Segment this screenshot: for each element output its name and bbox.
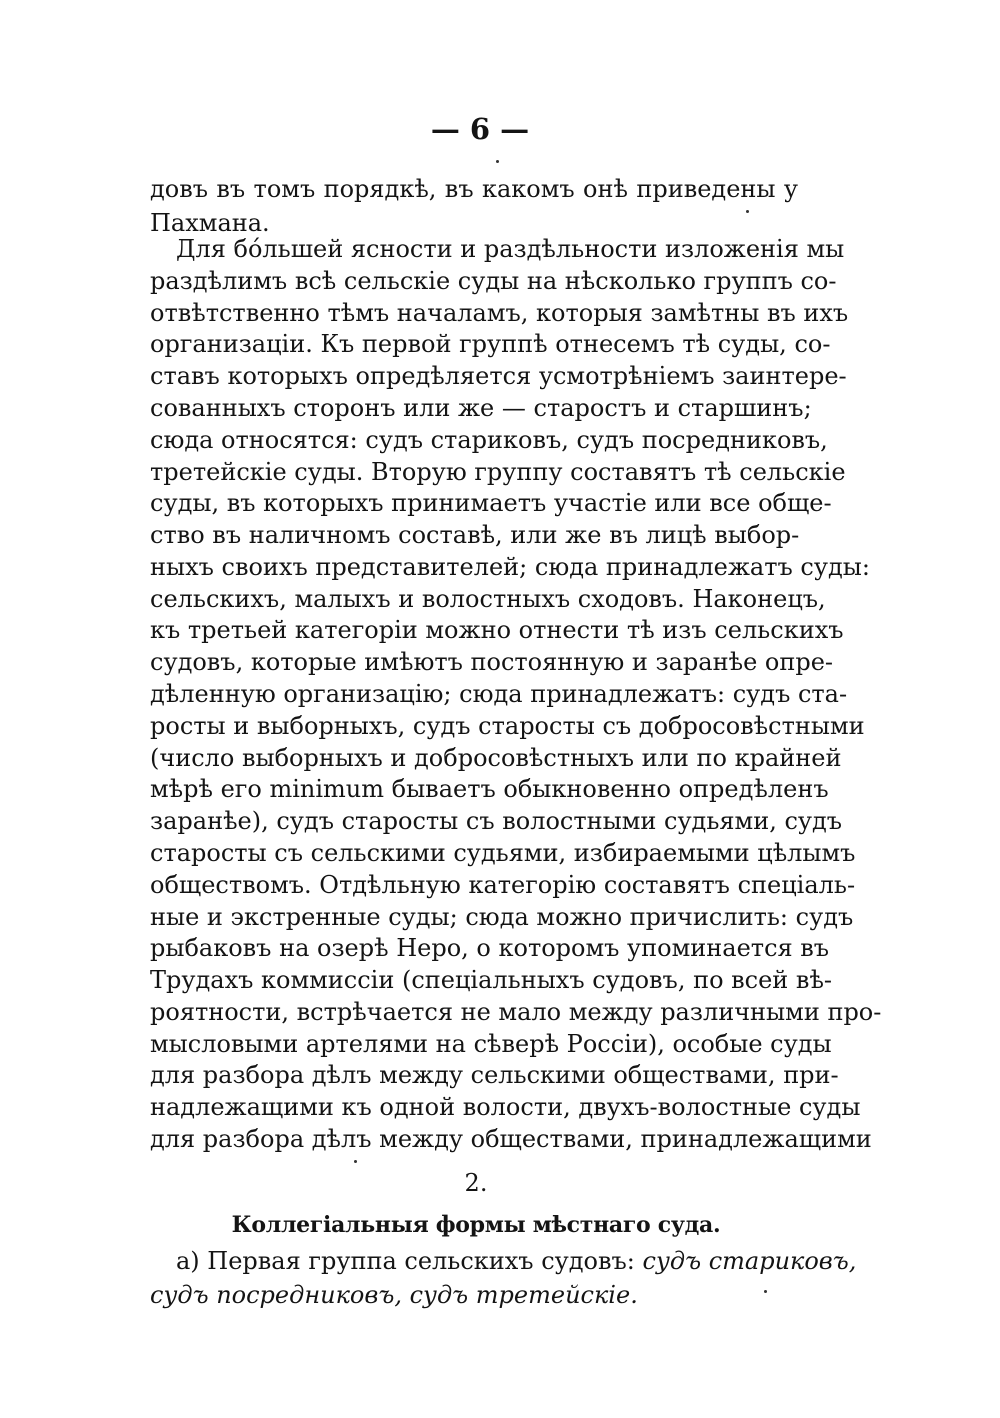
page-number: — 6 — (430, 112, 530, 146)
text-line: Трудахъ коммиссіи (спеціальныхъ судовъ, по всей вѣ- (150, 966, 833, 994)
text-line: Для бóльшей ясности и раздѣльности изложенія мы (176, 235, 845, 263)
subsection-heading: а) Первая группа сельскихъ судовъ: (176, 1247, 643, 1275)
text-line: для разбора дѣлъ между обществами, принадлежащими (150, 1125, 872, 1153)
subsection-line (176, 1244, 857, 1278)
text-line: суды, въ которыхъ принимаетъ участіе или все обще- (150, 489, 832, 517)
text-line: обществомъ. Отдѣльную категорію составятъ спеціаль- (150, 871, 856, 899)
text-line: мѣрѣ его minimum бываетъ обыкновенно опредѣленъ (150, 775, 829, 803)
text-line: надлежащими къ одной волости, двухъ-волостные суды (150, 1093, 861, 1121)
text-line: ство въ наличномъ составѣ, или же въ лицѣ выбор- (150, 521, 800, 549)
text-line: сованныхъ сторонъ или же — старостъ и старшинъ; (150, 394, 812, 422)
text-line: дѣленную организацію; сюда принадлежатъ: судъ ста- (150, 680, 848, 708)
section-title: Коллегіальныя формы мѣстнаго суда. (231, 1212, 721, 1238)
text-line: раздѣлимъ всѣ сельскіе суды на нѣсколько группъ со- (150, 267, 837, 295)
subsection-italic: судъ стариковъ, (642, 1247, 857, 1275)
text-line: (число выборныхъ и добросовѣстныхъ или по крайней (150, 744, 842, 772)
subsection-italic-line: судъ посредниковъ, судъ третейскіе. (150, 1281, 638, 1309)
text-line: судовъ, которые имѣютъ постоянную и заранѣе опре- (150, 648, 834, 676)
text-line: рыбаковъ на озерѣ Неро, о которомъ упоминается въ (150, 934, 830, 962)
text-line: отвѣтственно тѣмъ началамъ, которыя замѣтны въ ихъ (150, 299, 849, 327)
text-line: ныхъ своихъ представителей; сюда принадлежатъ суды: (150, 553, 870, 581)
section-number: 2. (464, 1169, 488, 1197)
text-line: сюда относятся: судъ стариковъ, судъ посредниковъ, (150, 426, 828, 454)
print-speck (496, 160, 499, 163)
text-line: къ третьей категоріи можно отнести тѣ изъ сельскихъ (150, 616, 844, 644)
text-line: заранѣе), судъ старосты съ волостными судьями, судъ (150, 807, 843, 835)
print-speck (746, 210, 749, 213)
print-speck (354, 1160, 357, 1163)
print-speck (764, 1290, 767, 1293)
text-line: роятности, встрѣчается не мало между различными про- (150, 998, 882, 1026)
text-line: старосты съ сельскими судьями, избираемыми цѣлымъ (150, 839, 856, 867)
text-line: третейскіе суды. Вторую группу составятъ тѣ сельскіе (150, 458, 846, 486)
text-line: мысловыми артелями на сѣверѣ Россіи), особые суды (150, 1030, 832, 1058)
text-line: ные и экстренные суды; сюда можно причислить: судъ (150, 903, 854, 931)
text-line: ставъ которыхъ опредѣляется усмотрѣніемъ заинтере- (150, 362, 847, 390)
text-line: довъ въ томъ порядкѣ, въ какомъ онѣ приведены у (150, 175, 798, 203)
text-line: росты и выборныхъ, судъ старосты съ добросовѣстными (150, 712, 865, 740)
text-line: сельскихъ, малыхъ и волостныхъ сходовъ. Наконецъ, (150, 585, 826, 613)
text-line: организаціи. Къ первой группѣ отнесемъ тѣ суды, со- (150, 330, 831, 358)
text-line: Пахмана. (150, 209, 270, 237)
text-line: для разбора дѣлъ между сельскими обществами, при- (150, 1061, 839, 1089)
